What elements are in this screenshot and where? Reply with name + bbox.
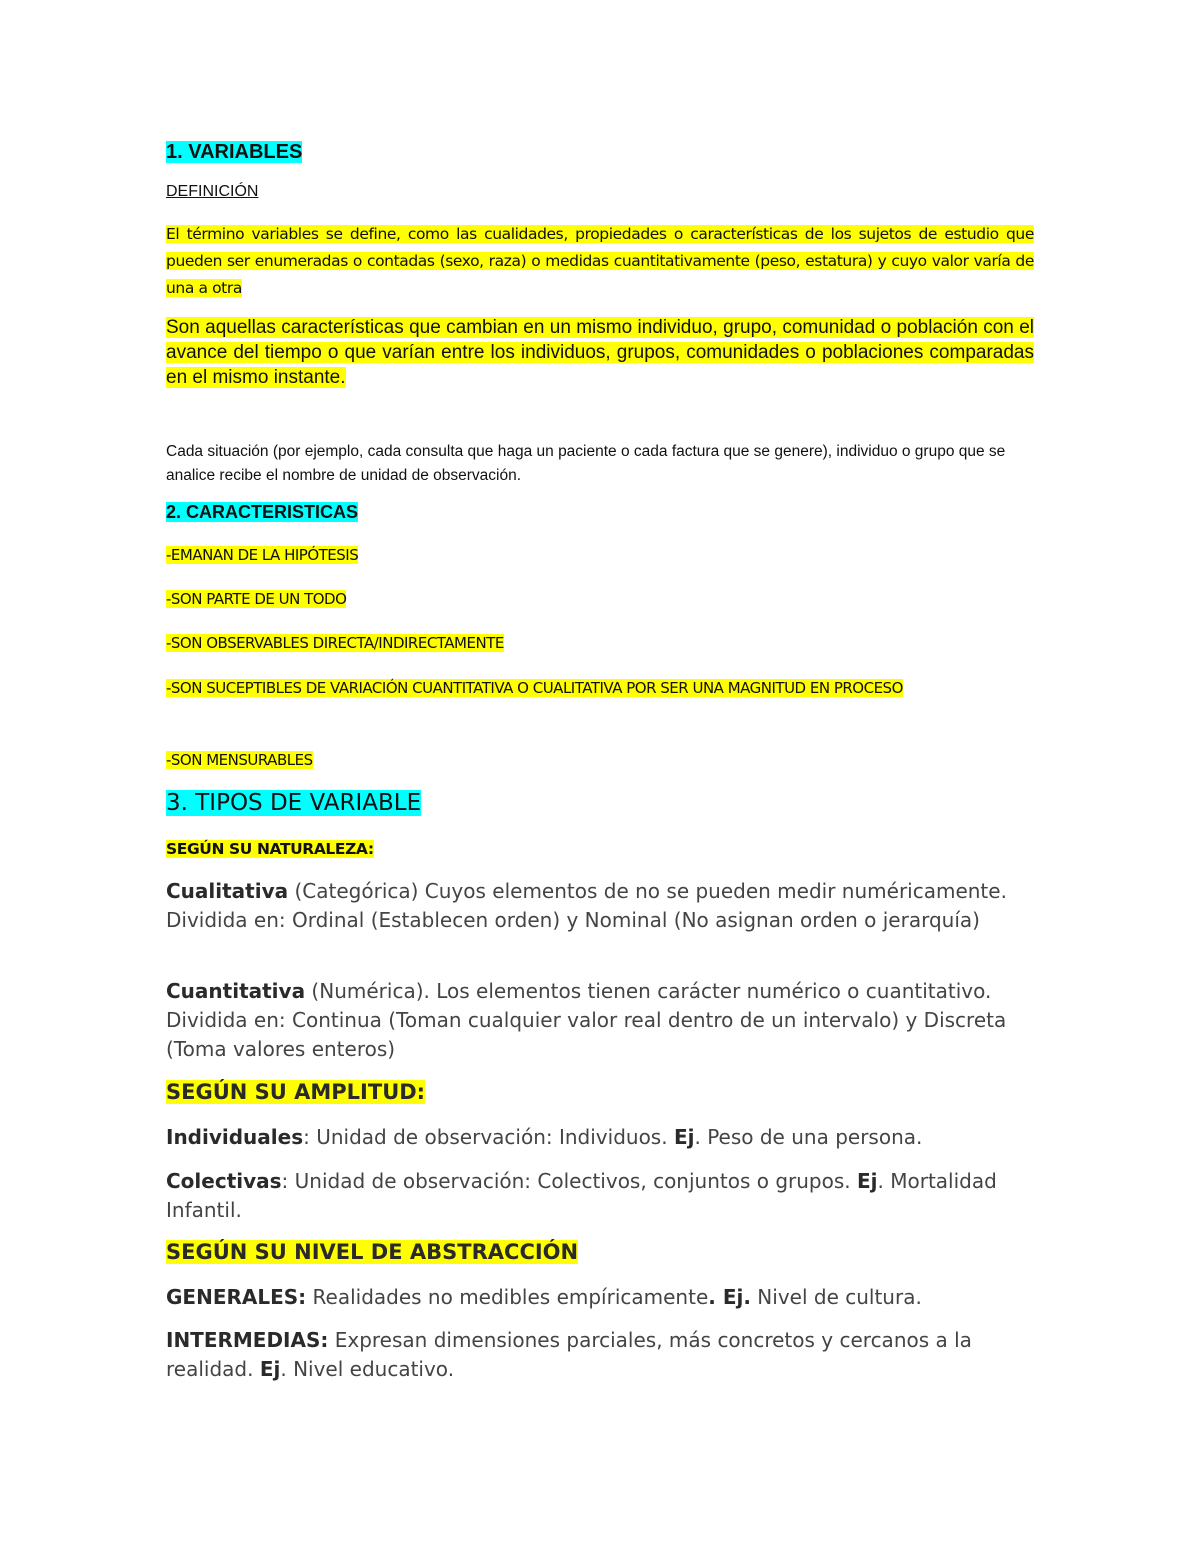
definition-paragraph: El término variables se define, como las cualidades, propiedades o características de los sujetos de estudio que pueden ser enumeradas o contadas (sexo, raza) o medidas cuantitativamente (peso, estatura) y cuyo valor varía de una a otra [166,225,1034,297]
list-item: -SON PARTE DE UN TODO [166,590,347,608]
intermedias-paragraph: INTERMEDIAS: Expresan dimensiones parciales, más concretos y cercanos a la realidad. Ej. Nivel educativo. [166,1328,972,1381]
section-2-heading [166,500,1034,524]
section-3-title: 3. TIPOS DE VARIABLE [166,790,422,816]
individuales-paragraph: Individuales: Unidad de observación: Individuos. Ej. Peso de una persona. [166,1125,923,1149]
list-item: -SON OBSERVABLES DIRECTA/INDIRECTAMENTE [166,634,504,652]
section-1-heading [166,140,1034,164]
cuantitativa-term: Cuantitativa [166,979,306,1003]
cuantitativa-paragraph: Cuantitativa (Numérica). Los elementos tienen carácter numérico o cuantitativo. Dividida en: Continua (Toman cualquier valor real dentro de un intervalo) y Discreta (Toma valores enteros) [166,979,1007,1061]
variation-paragraph: Son aquellas características que cambian en un mismo individuo, grupo, comunidad o población con el avance del tiempo o que varían entre los individuos, grupos, comunidades o poblaciones comparadas en el mismo instante. [166,317,1034,388]
list-item: -SON MENSURABLES [166,751,313,769]
colectivas-paragraph: Colectivas: Unidad de observación: Colectivos, conjuntos o grupos. Ej. Mortalidad Infantil. [166,1169,997,1222]
amplitud-heading: SEGÚN SU AMPLITUD: [166,1080,426,1104]
cualitativa-paragraph: Cualitativa (Categórica) Cuyos elementos de no se pueden medir numéricamente. Dividida en: Ordinal (Establecen orden) y Nominal (No asignan orden o jerarquía) [166,879,1007,932]
list-item: -EMANAN DE LA HIPÓTESIS [166,546,359,564]
cualitativa-term: Cualitativa [166,879,289,903]
section-1-title: 1. VARIABLES [166,141,303,163]
list-item: -SON SUCEPTIBLES DE VARIACIÓN CUANTITATIVA O CUALITATIVA POR SER UNA MAGNITUD EN PROCESO [166,679,903,697]
naturaleza-heading: SEGÚN SU NATURALEZA: [166,840,374,858]
observation-unit-paragraph: Cada situación (por ejemplo, cada consulta que haga un paciente o cada factura que se genere), individuo o grupo que se analice recibe el nombre de unidad de observación. [166,443,1006,484]
section-3-heading [166,788,1034,818]
generales-paragraph: GENERALES: Realidades no medibles empíricamente. Ej. Nivel de cultura. [166,1285,922,1309]
section-2-title: 2. CARACTERISTICAS [166,502,359,522]
abstraccion-heading: SEGÚN SU NIVEL DE ABSTRACCIÓN [166,1240,579,1264]
definition-subtitle: DEFINICIÓN [166,183,259,200]
